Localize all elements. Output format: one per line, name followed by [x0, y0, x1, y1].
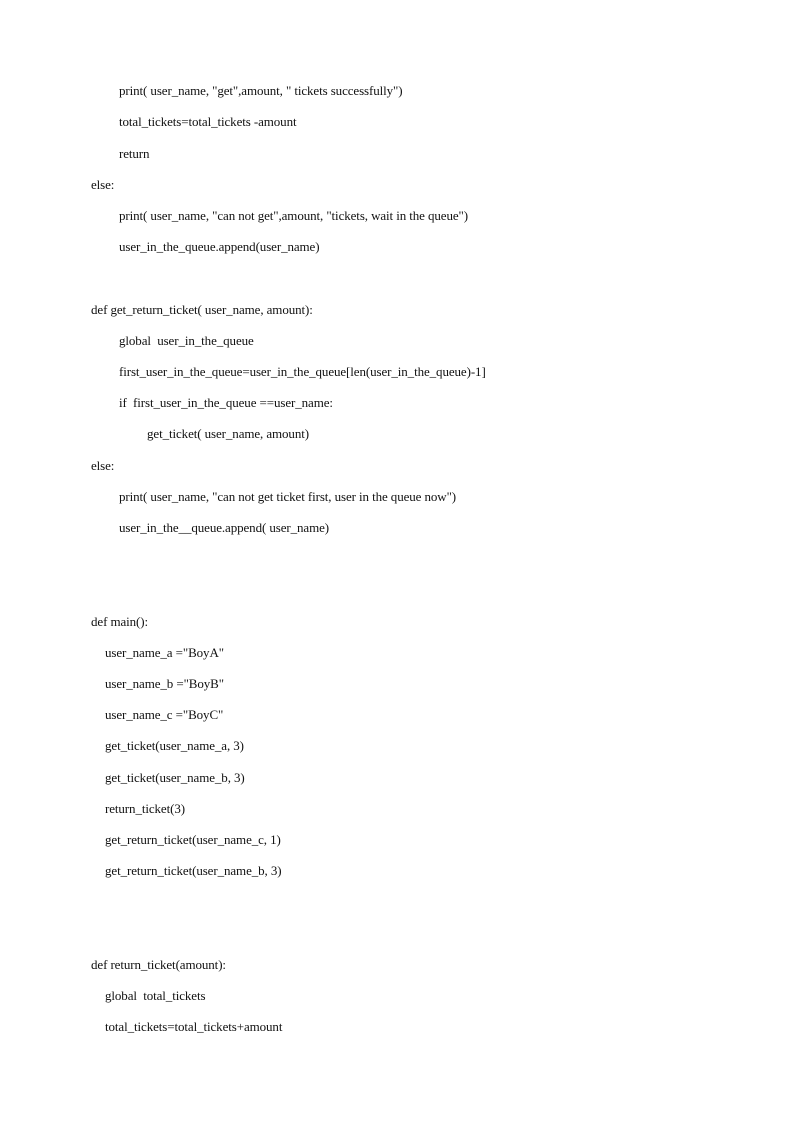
code-line: else:: [91, 458, 115, 473]
code-line: global total_tickets: [105, 988, 206, 1003]
code-line: first_user_in_the_queue=user_in_the_queue[len(user_in_the_queue)-1]: [119, 364, 486, 379]
code-line: get_ticket(user_name_b, 3): [105, 770, 245, 785]
code-line: print( user_name, "can not get",amount, "tickets, wait in the queue"): [119, 208, 468, 223]
code-line: get_return_ticket(user_name_b, 3): [105, 863, 282, 878]
code-line: user_in_the_queue.append(user_name): [119, 239, 320, 254]
code-line: print( user_name, "get",amount, " tickets successfully"): [119, 83, 403, 98]
code-line: user_name_c ="BoyC": [105, 707, 224, 722]
code-line: else:: [91, 177, 115, 192]
code-line: total_tickets=total_tickets -amount: [119, 114, 297, 129]
code-line: user_in_the__queue.append( user_name): [119, 520, 330, 535]
code-line: total_tickets=total_tickets+amount: [105, 1019, 283, 1034]
code-line: return: [119, 146, 150, 161]
code-line: print( user_name, "can not get ticket first, user in the queue now"): [119, 489, 457, 504]
code-line: get_return_ticket(user_name_c, 1): [105, 832, 281, 847]
code-line: if first_user_in_the_queue ==user_name:: [119, 395, 333, 410]
code-line: def return_ticket(amount):: [91, 957, 226, 972]
code-line: def get_return_ticket( user_name, amount):: [91, 302, 313, 317]
code-line: user_name_a ="BoyA": [105, 645, 224, 660]
code-line: get_ticket( user_name, amount): [147, 426, 309, 441]
code-line: get_ticket(user_name_a, 3): [105, 738, 244, 753]
code-line: def main():: [91, 614, 149, 629]
code-line: user_name_b ="BoyB": [105, 676, 224, 691]
code-line: global user_in_the_queue: [119, 333, 254, 348]
code-line: return_ticket(3): [105, 801, 185, 816]
